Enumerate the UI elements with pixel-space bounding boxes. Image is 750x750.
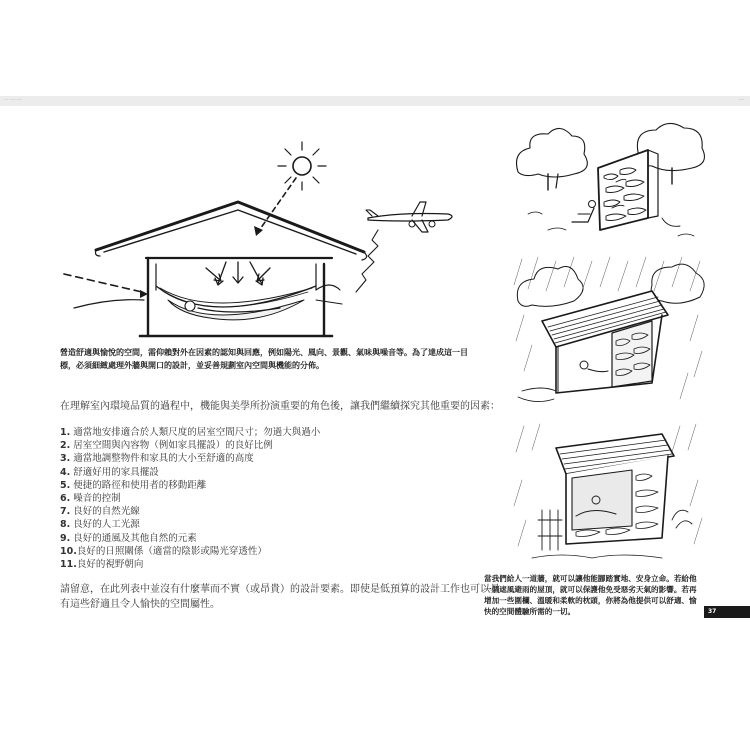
list-item xyxy=(60,439,500,452)
wall-illustration xyxy=(508,118,712,248)
airplane-icon xyxy=(366,202,452,232)
list-item-text: 舒適好用的家具擺設 xyxy=(73,466,159,478)
sun-icon xyxy=(278,142,326,190)
closing-paragraph: 請留意，在此列表中並沒有什麼華而不實（或昂貴）的設計要素。即使是低預算的設計工作也可以具有這些舒適且令人愉快的空間屬性。 xyxy=(60,584,500,610)
toolbar-right-marks: ··· xyxy=(739,97,744,103)
list-item-text: 居室空間與內容物（例如家具擺設）的良好比例 xyxy=(73,440,273,452)
list-item-number: 9. xyxy=(60,532,71,544)
list-item-text: 噪音的控制 xyxy=(73,493,121,505)
right-figure-caption: 當我們給人一道牆，就可以讓他能腳踏實地、安身立命。若給他一個遮風避雨的屋頂，就可以保護他免受惡劣天氣的影響。若再增加一些圍欄、溫暖和柔軟的枕頭，你將為他提供可以舒適、愉快的空間體驗所需的一切。 xyxy=(484,574,697,616)
list-item xyxy=(60,426,500,439)
list-item xyxy=(60,452,500,465)
list-item-number: 3. xyxy=(60,453,71,465)
list-item-number: 11. xyxy=(60,559,77,571)
toolbar-left-marks: ··· ··· ··· xyxy=(4,97,22,103)
list-item-number: 4. xyxy=(60,466,71,478)
list-item-number: 1. xyxy=(60,427,71,438)
list-item-text: 良好的人工光源 xyxy=(73,519,140,531)
page-number: 37 xyxy=(704,606,750,618)
list-item-number: 8. xyxy=(60,519,71,531)
list-item-text: 適當地安排適合於人類尺度的居室空間尺寸；勿過大與過小 xyxy=(73,427,321,438)
list-item xyxy=(60,532,500,545)
list-item xyxy=(60,505,500,518)
main-figure-caption: 營造舒適與愉悅的空間，需仰賴對外在因素的認知與回應，例如陽光、風向、景觀、氣味與噪音等。為了達成這一目標，必須細緻處理外牆與開口的設計，並妥善規劃室內空間與機能的分佈。 xyxy=(60,348,468,370)
list-item xyxy=(60,545,500,558)
list-item-text: 良好的視野朝向 xyxy=(76,559,144,571)
list-item-number: 2. xyxy=(60,440,71,452)
list-item-text: 便捷的路徑和使用者的移動距離 xyxy=(73,479,207,491)
list-item-text: 良好的自然光線 xyxy=(73,506,140,518)
list-item xyxy=(60,558,500,571)
list-item-text: 良好的日照關係（適當的陰影或陽光穿透性） xyxy=(76,545,267,557)
house-climate-illustration xyxy=(60,140,480,340)
list-item-text: 良好的通風及其他自然的元素 xyxy=(73,532,197,544)
list-item xyxy=(60,466,500,479)
roof-shelter-illustration xyxy=(512,255,708,415)
list-item-number: 5. xyxy=(60,479,71,491)
list-item-number: 10. xyxy=(60,545,77,557)
intro-paragraph: 在理解室內環境品質的過程中，機能與美學所扮演重要的角色後，讓我們繼續探究其他重要的因素： xyxy=(60,401,500,412)
list-item-number: 6. xyxy=(60,493,71,505)
comfort-factors-list xyxy=(60,426,500,571)
complete-shelter-illustration xyxy=(512,420,708,570)
list-item-text: 適當地調整物件和家具的大小至舒適的高度 xyxy=(73,453,254,465)
list-item xyxy=(60,518,500,531)
list-item xyxy=(60,479,500,492)
list-item xyxy=(60,492,500,505)
list-item-number: 7. xyxy=(60,506,71,518)
